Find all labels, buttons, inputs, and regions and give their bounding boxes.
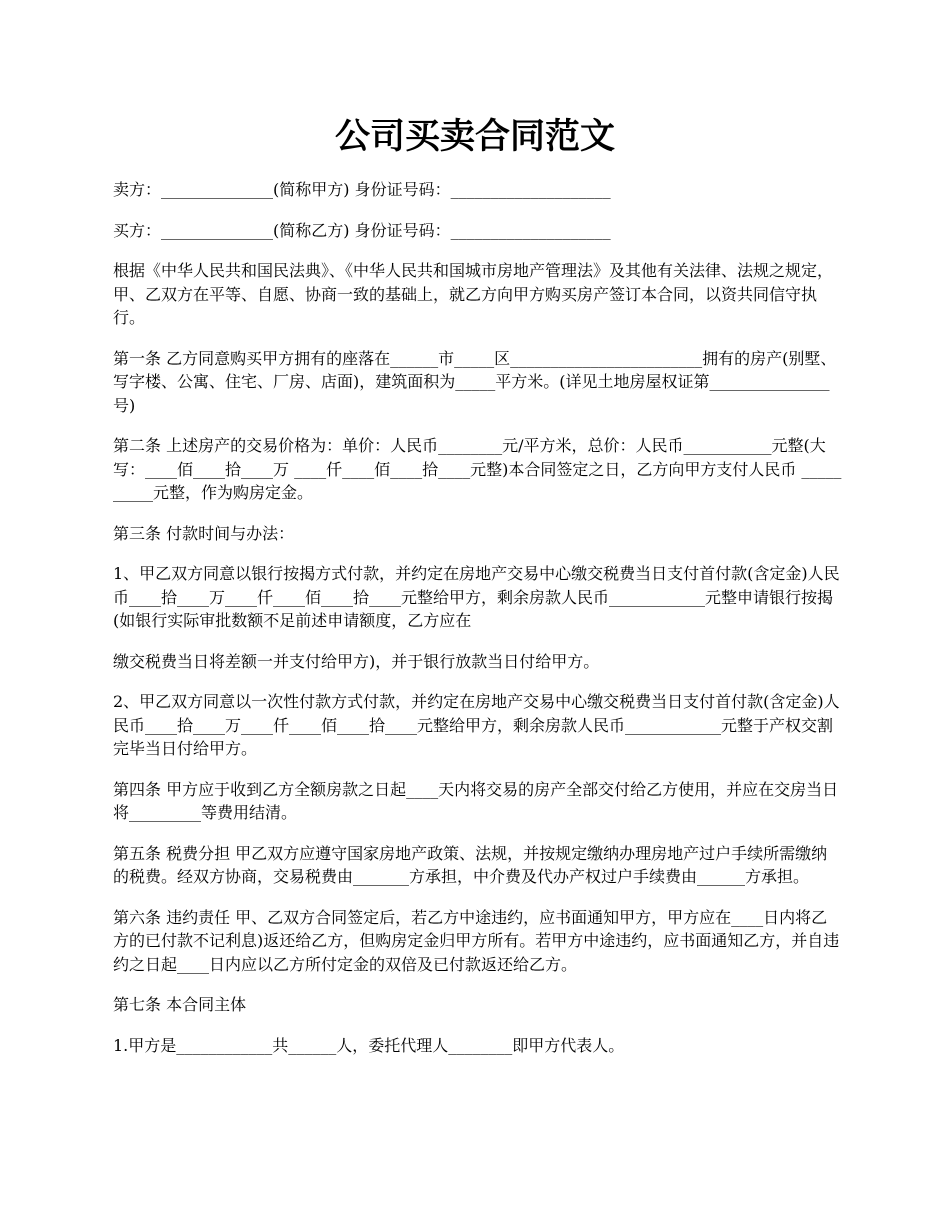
article-5: 第五条 税费分担 甲乙双方应遵守国家房地产政策、法规，并按规定缴纳办理房地产过户手续所需缴纳的税费。经双方协商，交易税费由_______方承担，中介费及代办产权过户手续费由______方承担。 xyxy=(113,843,828,886)
article-1: 第一条 乙方同意购买甲方拥有的座落在______市_____区________________________拥有的房产(别墅、写字楼、公寓、住宅、厂房、店面)，建筑面积为_____平方米。(详见土地房屋权证第_______________号) xyxy=(113,348,837,415)
article-4: 第四条 甲方应于收到乙方全额房款之日起____天内将交易的房产全部交付给乙方使用，并应在交房当日将_________等费用结清。 xyxy=(113,779,839,822)
seller-line: 卖方：______________(简称甲方) 身份证号码：____________________ xyxy=(113,180,611,199)
article-7-heading: 第七条 本合同主体 xyxy=(113,995,247,1014)
preamble-paragraph: 根据《中华人民共和国民法典》、《中华人民共和国城市房地产管理法》及其他有关法律、法规之规定，甲、乙双方在平等、自愿、协商一致的基础上，就乙方向甲方购买房产签订本合同，以资共同信守执行。 xyxy=(113,261,834,327)
article-2: 第二条 上述房产的交易价格为：单价：人民币________元/平方米，总价：人民币___________元整(大写：____佰____拾____万 ____仟____佰____拾____元整)本合同签定之日，乙方向甲方支付人民币 __________元整，作为购房定金。 xyxy=(113,436,842,502)
document-title: 公司买卖合同范文 xyxy=(334,116,615,157)
article-3-clause-1: 1、甲乙双方同意以银行按揭方式付款，并约定在房地产交易中心缴交税费当日支付首付款(含定金)人民币____拾____万____仟____佰____拾____元整给甲方，剩余房款人民币____________元整申请银行按揭(如银行实际审批数额不足前述申请额度，乙方应在 xyxy=(113,564,840,630)
buyer-line: 买方：______________(简称乙方) 身份证号码：____________________ xyxy=(113,220,611,240)
article-3-heading: 第三条 付款时间与办法： xyxy=(113,523,295,543)
article-3-clause-1-continued: 缴交税费当日将差额一并支付给甲方)，并于银行放款当日付给甲方。 xyxy=(113,651,600,671)
document-body xyxy=(113,178,843,1074)
article-3-clause-2: 2、甲乙双方同意以一次性付款方式付款，并约定在房地产交易中心缴交税费当日支付首付款(含定金)人民币____拾____万____仟____佰____拾____元整给甲方，剩余房款人民币____________元整于产权交割完毕当日付给甲方。 xyxy=(113,692,840,758)
article-6: 第六条 违约责任 甲、乙双方合同签定后，若乙方中途违约，应书面通知甲方，甲方应在____日内将乙方的已付款不记利息)返还给乙方，但购房定金归甲方所有。若甲方中途违约，应书面通知乙方，并自违约之日起____日内应以乙方所付定金的双倍及已付款返还给乙方。 xyxy=(113,907,840,974)
article-7-clause-1: 1.甲方是____________共______人，委托代理人________即甲方代表人。 xyxy=(113,1035,625,1055)
